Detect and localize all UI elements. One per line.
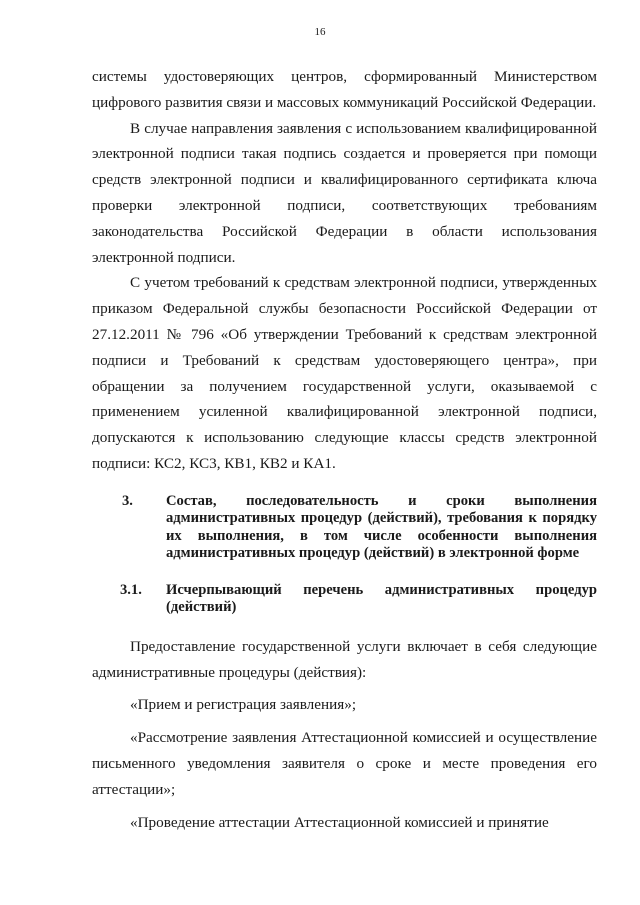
paragraph-4: Предоставление государственной услуги включает в себя следующие административные процедуры (действия):	[92, 637, 597, 681]
list-item-procedure-2: «Рассмотрение заявления Аттестационной комиссией и осуществление письменного уведомления заявителя о сроке и месте проведения его аттестации»;	[92, 729, 597, 798]
section-title: Исчерпывающий перечень административных процедур (действий)	[166, 581, 597, 616]
paragraph-2: В случае направления заявления с использованием квалифицированной электронной подписи такая подпись создается и проверяется при помощи средств электронной подписи и квалифицированного сертификата ключа проверки электронной подписи, соответствующих требованиям законодательства Российской Федерации в области использования электронной подписи.	[92, 119, 597, 266]
section-heading-3-1	[92, 582, 597, 617]
section-title: Состав, последовательность и сроки выполнения административных процедур (действий), требования к порядку их выполнения, в том числе особенности выполнения административных процедур (действий) в электронной форме	[166, 492, 597, 562]
section-number: 3.1.	[120, 581, 142, 598]
page-number: 16	[314, 26, 326, 38]
paragraph-3: С учетом требований к средствам электронной подписи, утвержденных приказом Федеральной службы безопасности Российской Федерации от 27.12.2011 № 796 «Об утверждении Требований к средствам электронной подписи и Требований к средствам удостоверяющего центра», при обращении за получением государственной услуги, оказываемой с применением усиленной квалифицированной электронной подписи, допускаются к использованию следующие классы средств электронной подписи: КС2, КС3, КВ1, КВ2 и КА1.	[92, 274, 597, 472]
list-item-procedure-3: «Проведение аттестации Аттестационной комиссией и принятие	[130, 813, 549, 831]
paragraph-1: системы удостоверяющих центров, сформированный Министерством цифрового развития связи и массовых коммуникаций Российской Федерации.	[92, 68, 597, 111]
section-number: 3.	[122, 492, 133, 509]
document-body	[92, 64, 597, 835]
section-heading-3	[92, 493, 597, 563]
list-item-procedure-1: «Прием и регистрация заявления»;	[130, 696, 357, 714]
